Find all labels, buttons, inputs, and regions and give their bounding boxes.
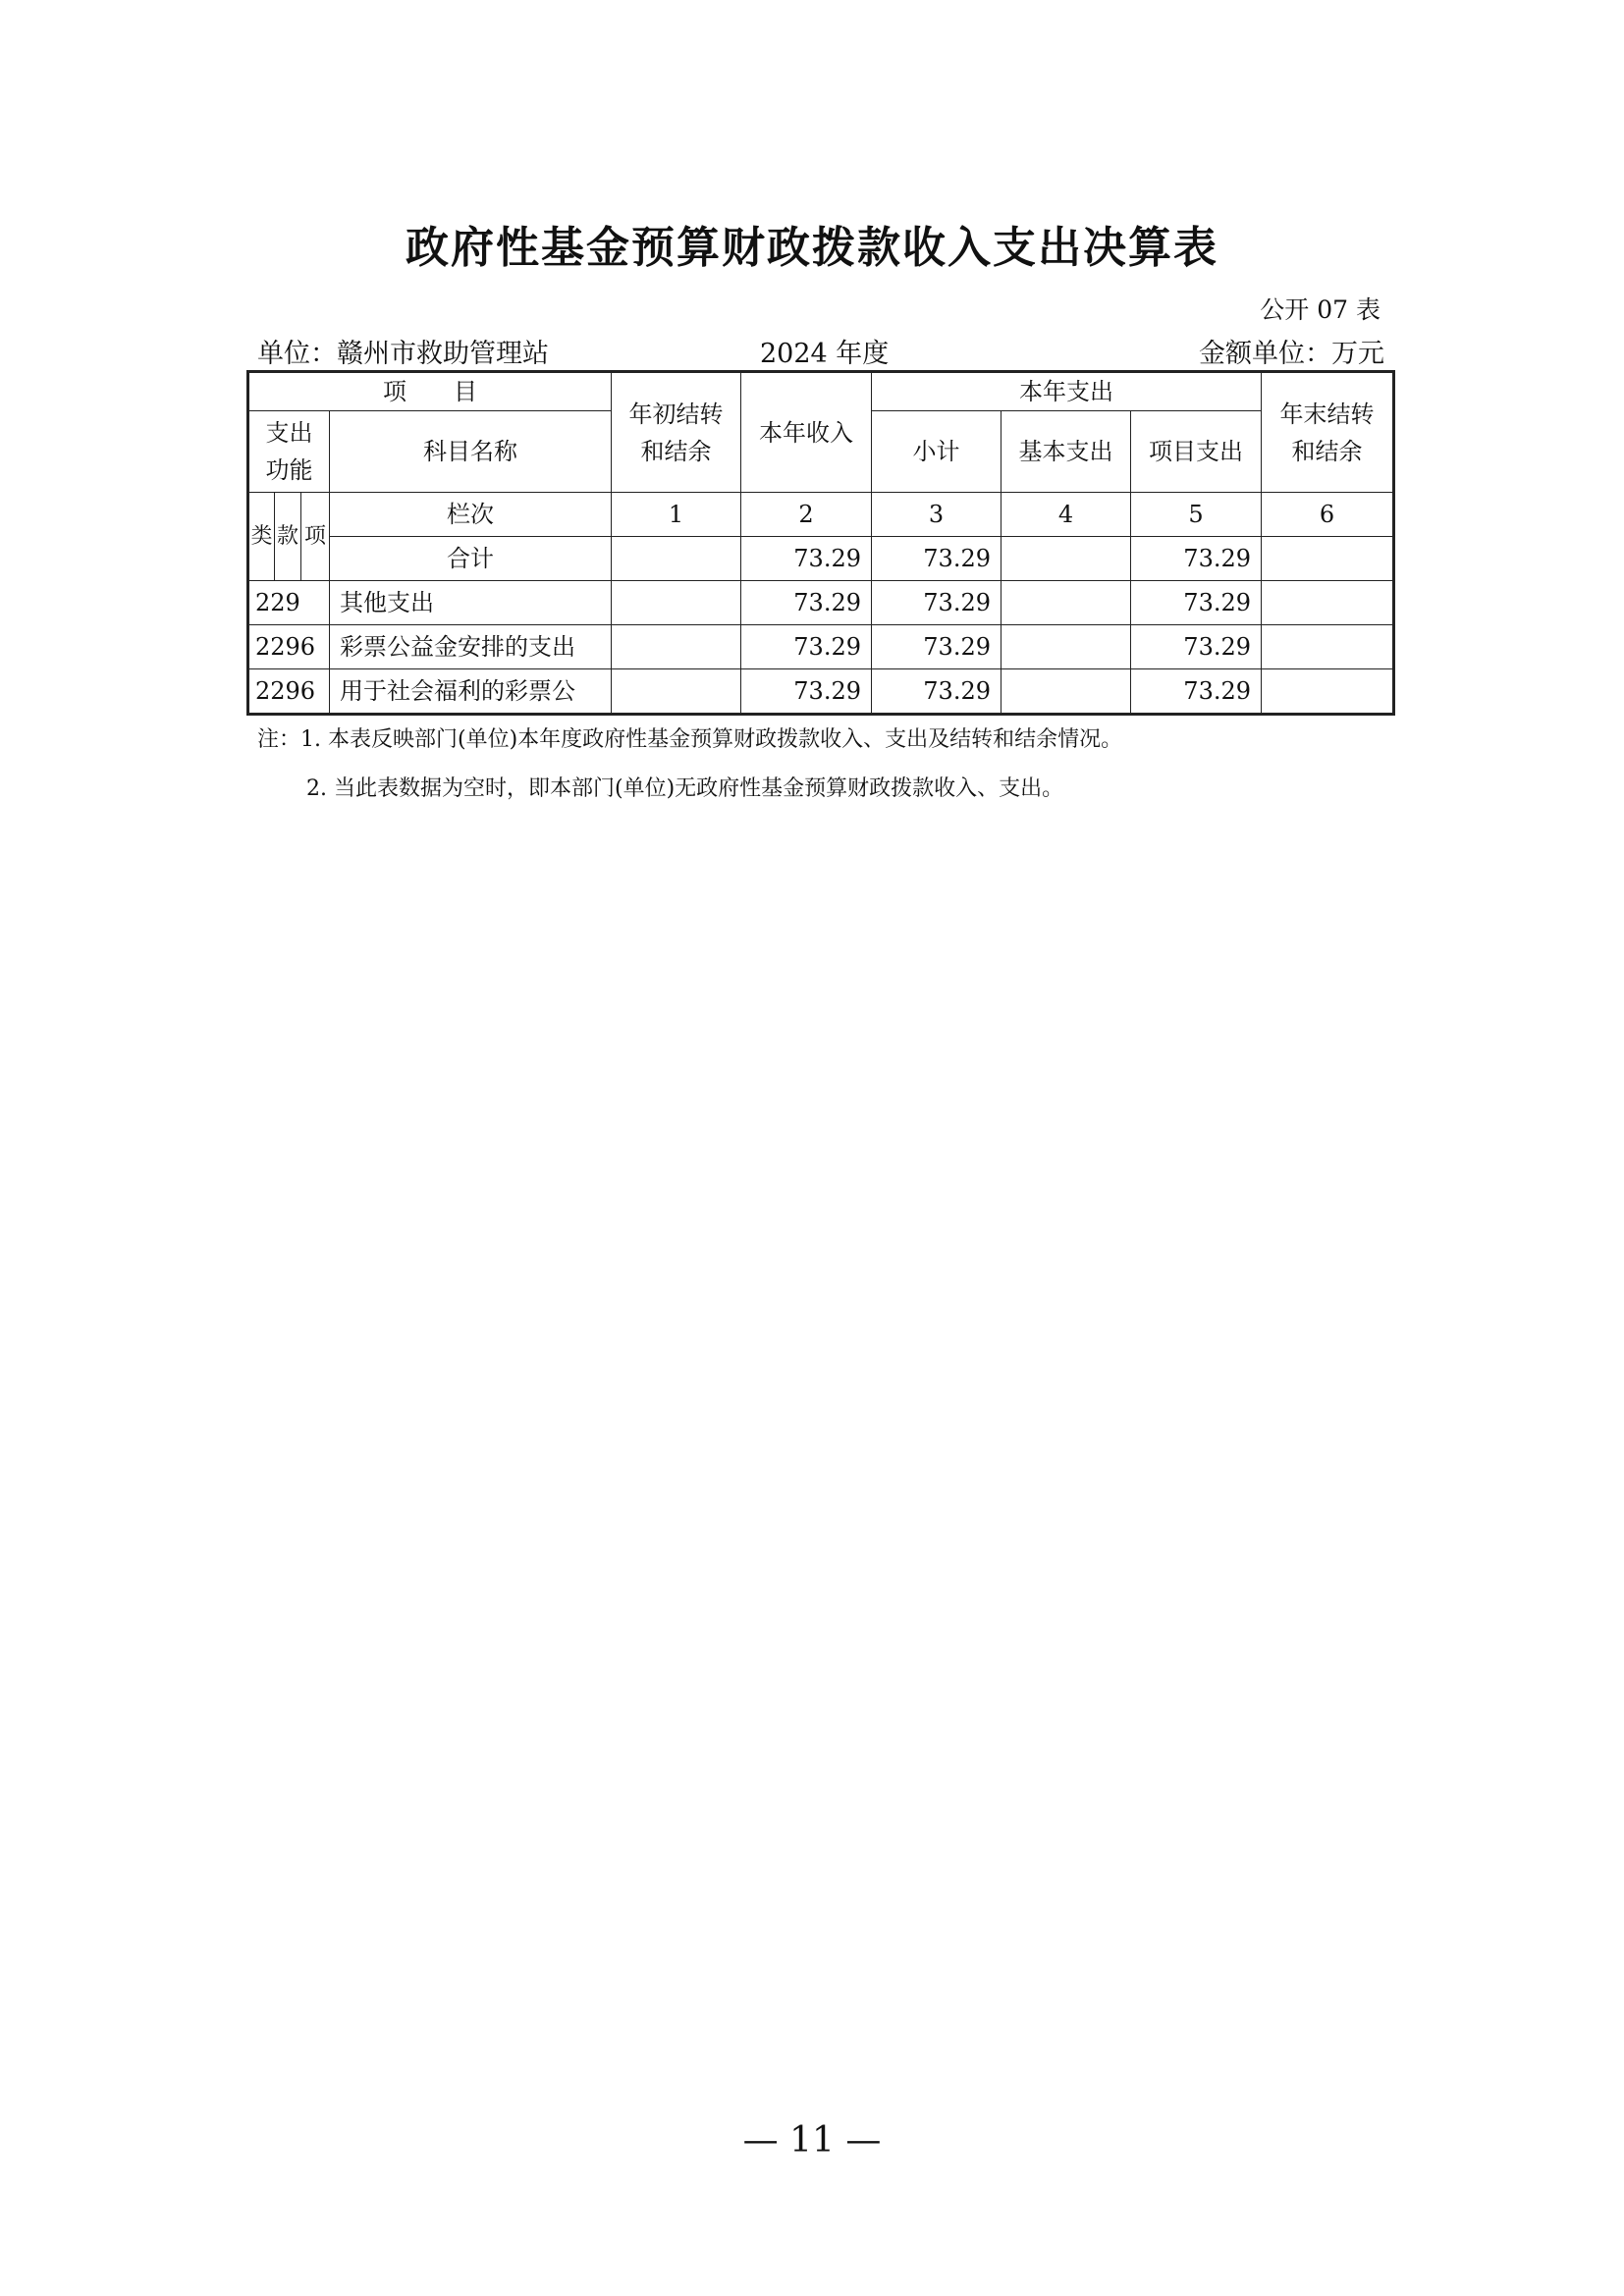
row-basic (1001, 625, 1131, 669)
col-num-6: 6 (1262, 493, 1394, 537)
row-code: 2296 (248, 669, 330, 715)
header-subject-name: 科目名称 (330, 411, 612, 493)
row-income: 73.29 (741, 581, 872, 625)
header-function: 支出 功能 (248, 411, 330, 493)
header-basic-expense: 基本支出 (1001, 411, 1131, 493)
col-num-2: 2 (741, 493, 872, 537)
row-subtotal: 73.29 (872, 625, 1001, 669)
year-label: 2024 年度 (760, 339, 890, 369)
row-project: 73.29 (1131, 581, 1262, 625)
column-label: 栏次 (330, 493, 612, 537)
header-end-balance: 年末结转 和结余 (1262, 372, 1394, 493)
header-begin-balance: 年初结转 和结余 (612, 372, 741, 493)
row-income: 73.29 (741, 625, 872, 669)
note-1: 注：1. 本表反映部门(单位)本年度政府性基金预算财政拨款收入、支出及结转和结余情况。 (257, 727, 1123, 752)
row-name: 其他支出 (330, 581, 612, 625)
row-basic (1001, 581, 1131, 625)
col-num-1: 1 (612, 493, 741, 537)
row-end (1262, 669, 1394, 715)
row-income: 73.29 (741, 669, 872, 715)
page-number: — 11 — (742, 2120, 882, 2161)
header-row-1 (248, 372, 1394, 411)
column-number-row (248, 493, 1394, 537)
total-project: 73.29 (1131, 537, 1262, 581)
total-row (248, 537, 1394, 581)
page-title: 政府性基金预算财政拨款收入支出决算表 (406, 223, 1218, 273)
header-income: 本年收入 (741, 372, 872, 493)
row-project: 73.29 (1131, 669, 1262, 715)
row-begin (612, 625, 741, 669)
table-row (248, 581, 1394, 625)
total-label: 合计 (330, 537, 612, 581)
header-subtotal: 小计 (872, 411, 1001, 493)
row-code: 229 (248, 581, 330, 625)
row-end (1262, 581, 1394, 625)
header-entry: 项 (301, 493, 330, 581)
row-project: 73.29 (1131, 625, 1262, 669)
col-num-3: 3 (872, 493, 1001, 537)
row-begin (612, 669, 741, 715)
note-2: 2. 当此表数据为空时，即本部门(单位)无政府性基金预算财政拨款收入、支出。 (306, 776, 1064, 801)
row-begin (612, 581, 741, 625)
row-subtotal: 73.29 (872, 581, 1001, 625)
row-subtotal: 73.29 (872, 669, 1001, 715)
row-name: 用于社会福利的彩票公 (330, 669, 612, 715)
money-unit-label: 金额单位：万元 (1199, 339, 1384, 369)
form-number: 公开 07 表 (1260, 295, 1380, 324)
col-num-5: 5 (1131, 493, 1262, 537)
row-basic (1001, 669, 1131, 715)
header-project-expense: 项目支出 (1131, 411, 1262, 493)
unit-label: 单位：赣州市救助管理站 (257, 339, 549, 369)
header-expense-group: 本年支出 (872, 372, 1262, 411)
total-basic (1001, 537, 1131, 581)
total-begin (612, 537, 741, 581)
col-num-4: 4 (1001, 493, 1131, 537)
header-item: 项 目 (248, 372, 612, 411)
row-code: 2296 (248, 625, 330, 669)
fund-budget-table (246, 370, 1395, 716)
table-row (248, 669, 1394, 715)
table-row (248, 625, 1394, 669)
total-subtotal: 73.29 (872, 537, 1001, 581)
row-end (1262, 625, 1394, 669)
total-end (1262, 537, 1394, 581)
row-name: 彩票公益金安排的支出 (330, 625, 612, 669)
total-income: 73.29 (741, 537, 872, 581)
header-section: 款 (275, 493, 301, 581)
header-class: 类 (248, 493, 275, 581)
